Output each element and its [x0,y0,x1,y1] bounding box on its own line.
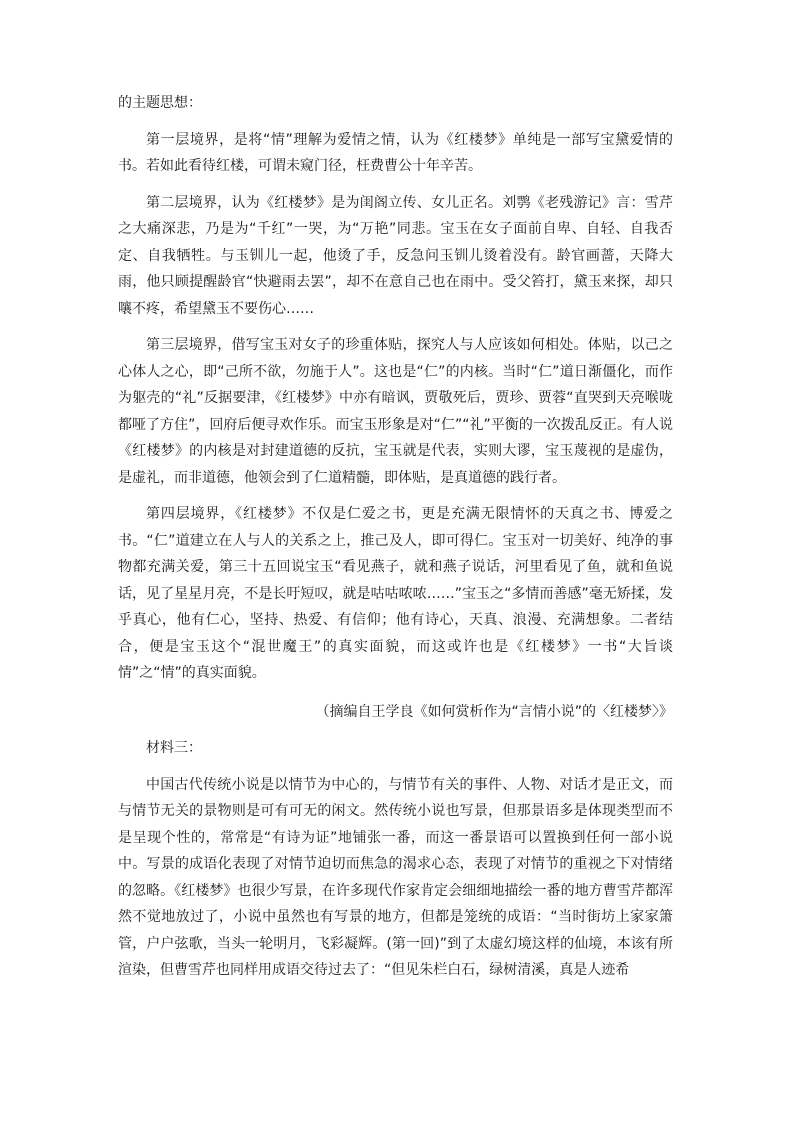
paragraph-level-four: 第四层境界，《红楼梦》不仅是仁爱之书，更是充满无限情怀的天真之书、博爱之书。“仁”道建立在人与人的关系之上，推己及人，即可得仁。宝玉对一切美好、纯净的事物都充满关爱，第三十五回说宝玉“看见燕子，就和燕子说话，河里看见了鱼，就和鱼说话，见了星星月亮，不是长吁短叹，就是咕咕哝哝……”宝玉之“多情而善感”毫无矫揉，发乎真心，他有仁心，坚持、热爱、有信仰；他有诗心，天真、浪漫、充满想象。二者结合，便是宝玉这个“混世魔王”的真实面貌，而这或许也是《红楼梦》一书“大旨谈情”之“情”的真实面貌。 [118,506,673,681]
paragraph-level-three: 第三层境界，借写宝玉对女子的珍重体贴，探究人与人应该如何相处。体贴，以己之心体人之心，即“己所不欲，勿施于人”。这也是“仁”的内核。当时“仁”道日渐僵化，而作为躯壳的“礼”反据要津，《红楼梦》中亦有暗讽，贾敬死后，贾珍、贾蓉“直哭到天亮喉咙都哑了方住”，回府后便寻欢作乐。而宝玉形象是对“仁”“礼”平衡的一次拨乱反正。有人说《红楼梦》的内核是对封建道德的反抗，宝玉就是代表，实则大谬，宝玉蔑视的是虚伪，是虚礼，而非道德，他领会到了仁道精髓，即体贴，是真道德的践行者。 [118,337,673,486]
material-three-paragraph: 中国古代传统小说是以情节为中心的，与情节有关的事件、人物、对话才是正文，而与情节无关的景物则是可有可无的闲文。然传统小说也写景，但那景语多是体现类型而不是呈现个性的，常常是“有诗为证”地铺张一番，而这一番景语可以置换到任何一部小说中。写景的成语化表现了对情节迫切而焦急的渴求心态，表现了对情节的重视之下对情绪的忽略。《红楼梦》也很少写景，在许多现代作家肯定会细细地描绘一番的地方曹雪芹都浑然不觉地放过了，小说中虽然也有写景的地方，但都是笼统的成语：“当时街坊上家家箫管，户户弦歌，当头一轮明月，飞彩凝辉。(第一回)”到了太虚幻境这样的仙境，本该有所渲染，但曹雪芹也同样用成语交待过去了：“但见朱栏白石，绿树清溪，真是人迹希 [118,776,673,978]
paragraph-level-one: 第一层境界，是将“情”理解为爱情之情，认为《红楼梦》单纯是一部写宝黛爱情的书。若如此看待红楼，可谓未窥门径，枉费曹公十年辛苦。 [118,131,673,174]
intro-line: 的主题思想： [118,95,202,111]
document-page [118,90,673,984]
material-three-heading: 材料三： [146,740,202,756]
paragraph-level-two: 第二层境界，认为《红楼梦》是为闺阁立传、女儿正名。刘鹗《老残游记》言：雪芹之大痛深悲，乃是为“千红”一哭，为“万艳”同悲。宝玉在女子面前自卑、自轻、自我否定、自我牺牲。与玉钏儿一起，他烫了手，反急问玉钏儿烫着没有。龄官画蔷，天降大雨，他只顾提醒龄官“快避雨去罢”，却不在意自己也在雨中。受父笞打，黛玉来探，却只嚷不疼，希望黛玉不要伤心…… [118,194,673,317]
source-citation: （摘编自王学良《如何赏析作为“言情小说”的〈红楼梦〉》 [315,703,673,720]
